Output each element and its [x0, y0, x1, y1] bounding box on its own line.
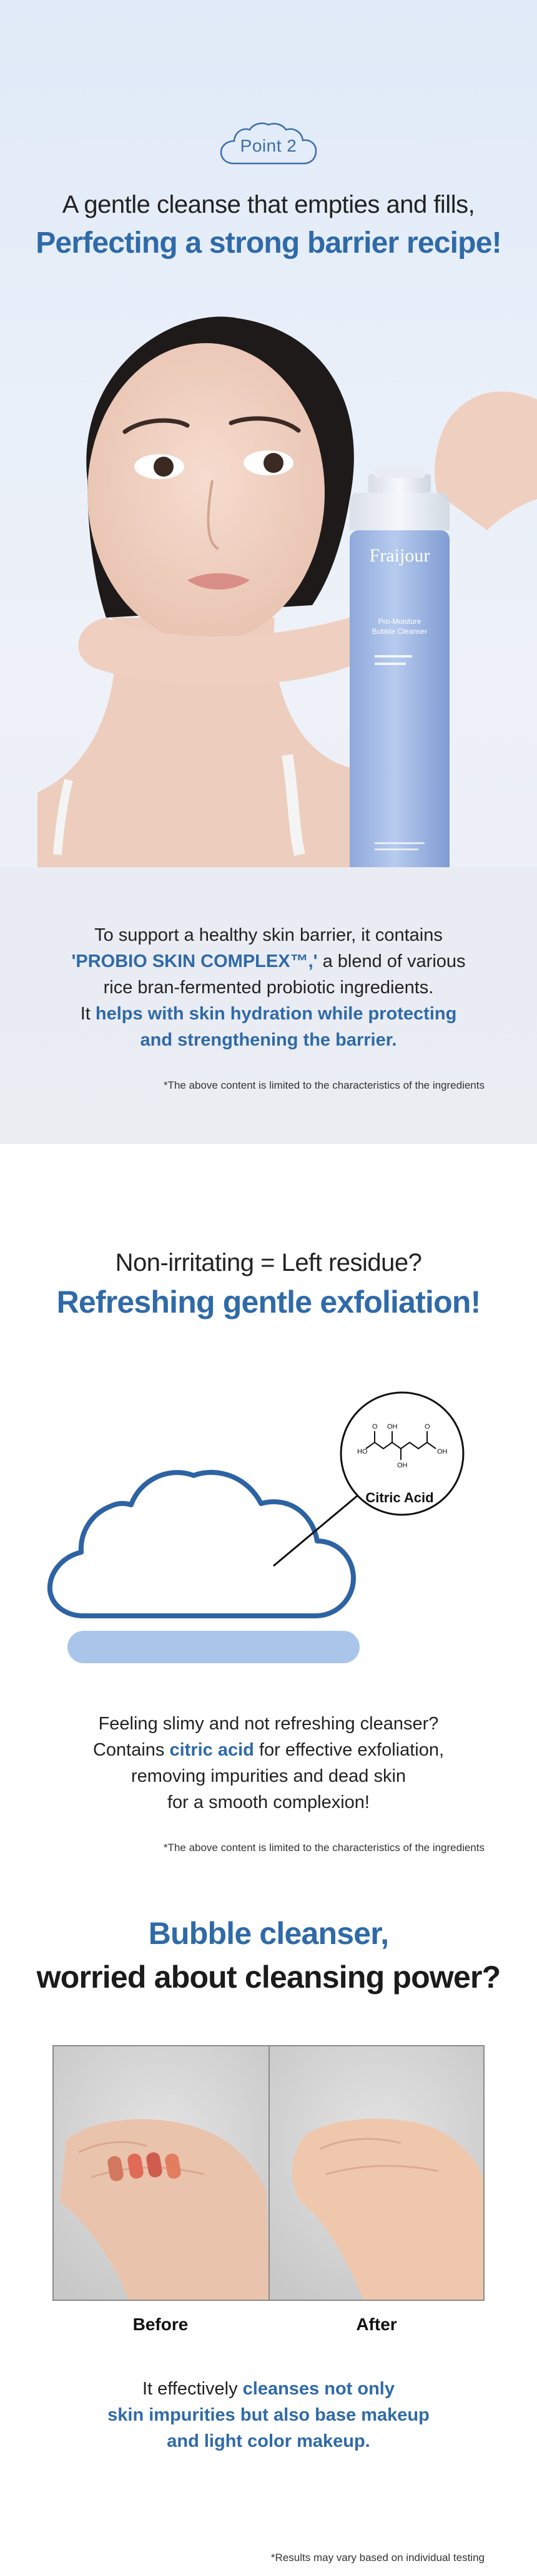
probio-complex-highlight: 'PROBIO SKIN COMPLEX™,': [71, 951, 318, 971]
before-photo: [54, 2046, 268, 2300]
svg-text:OH: OH: [397, 1462, 408, 1469]
barrier-section: [0, 0, 537, 1144]
section2-headline-emphasis: Refreshing gentle exfoliation!: [56, 1285, 481, 1320]
citric-acid-label: Citric Acid: [365, 1490, 434, 1505]
cleansing-description: [0, 2376, 537, 2454]
cleansing-highlight: cleanses not only: [242, 2379, 395, 2399]
desc-text: It: [80, 1004, 96, 1024]
results-disclaimer: *Results may vary based on individual testing: [270, 2552, 485, 2564]
cleansing-highlight: skin impurities but also base makeup: [107, 2405, 430, 2425]
before-after-comparison: [52, 2045, 485, 2301]
bottle-name-line1: Pro-Moisture: [378, 617, 421, 626]
clean-hand-image: [270, 2046, 483, 2300]
svg-text:OH: OH: [387, 1423, 398, 1431]
cleansing-highlight: and light color makeup.: [167, 2431, 370, 2451]
model-with-product-photo: [0, 293, 537, 905]
svg-text:O: O: [372, 1423, 378, 1431]
desc-line: [0, 2402, 537, 2428]
barrier-highlight: and strengthening the barrier.: [140, 1030, 397, 1050]
disclaimer-note: *The above content is limited to the characteristics of the ingredients: [163, 1842, 485, 1854]
desc-line: [0, 2428, 537, 2454]
desc-text: Contains: [92, 1740, 170, 1760]
desc-line: [0, 948, 537, 975]
desc-line: removing impurities and dead skin: [131, 1766, 406, 1786]
svg-text:O: O: [425, 1423, 430, 1431]
desc-line: Feeling slimy and not refreshing cleanser?: [98, 1714, 439, 1734]
section2-headline: Non-irritating = Left residue?: [115, 1249, 422, 1276]
cloud-shadow: [67, 1631, 360, 1663]
after-photo: [268, 2046, 483, 2300]
svg-text:HO: HO: [357, 1448, 368, 1456]
before-label: Before: [132, 2315, 189, 2334]
section3-headline: worried about cleansing power?: [36, 1960, 501, 1995]
desc-line: To support a healthy skin barrier, it contains: [94, 925, 443, 945]
barrier-description: [0, 922, 537, 1053]
desc-line: [0, 2376, 537, 2402]
desc-text: for effective exfoliation,: [254, 1740, 445, 1760]
section1-headline: A gentle cleanse that empties and fills,: [62, 191, 475, 218]
point-badge: [220, 122, 317, 167]
section3-headline-emphasis: Bubble cleanser,: [148, 1916, 389, 1951]
hydration-highlight: helps with skin hydration while protecting: [95, 1004, 457, 1024]
exfoliation-description: [0, 1711, 537, 1815]
desc-line: [0, 1027, 537, 1053]
cloud-outline-icon: [50, 1472, 353, 1616]
badge-label: Point 2: [240, 136, 297, 155]
hand-with-swatches-image: [54, 2046, 268, 2300]
cloud-citric-acid-illustration: [0, 1373, 537, 1666]
section1-headline-emphasis: Perfecting a strong barrier recipe!: [36, 226, 501, 260]
svg-text:OH: OH: [437, 1448, 448, 1456]
bottle-brand-text: Fraijour: [369, 545, 430, 566]
desc-text: a blend of various: [317, 951, 466, 971]
disclaimer-note: *The above content is limited to the characteristics of the ingredients: [163, 1079, 485, 1091]
desc-line: rice bran-fermented probiotic ingredients.: [103, 978, 434, 998]
desc-line: [0, 1737, 537, 1763]
bottle-name-line2: Bubble Cleanser: [372, 627, 428, 636]
after-label: After: [356, 2315, 397, 2334]
desc-line: [0, 1001, 537, 1027]
desc-text: It effectively: [142, 2379, 243, 2399]
desc-line: for a smooth complexion!: [167, 1792, 370, 1812]
citric-acid-highlight: citric acid: [169, 1740, 254, 1760]
